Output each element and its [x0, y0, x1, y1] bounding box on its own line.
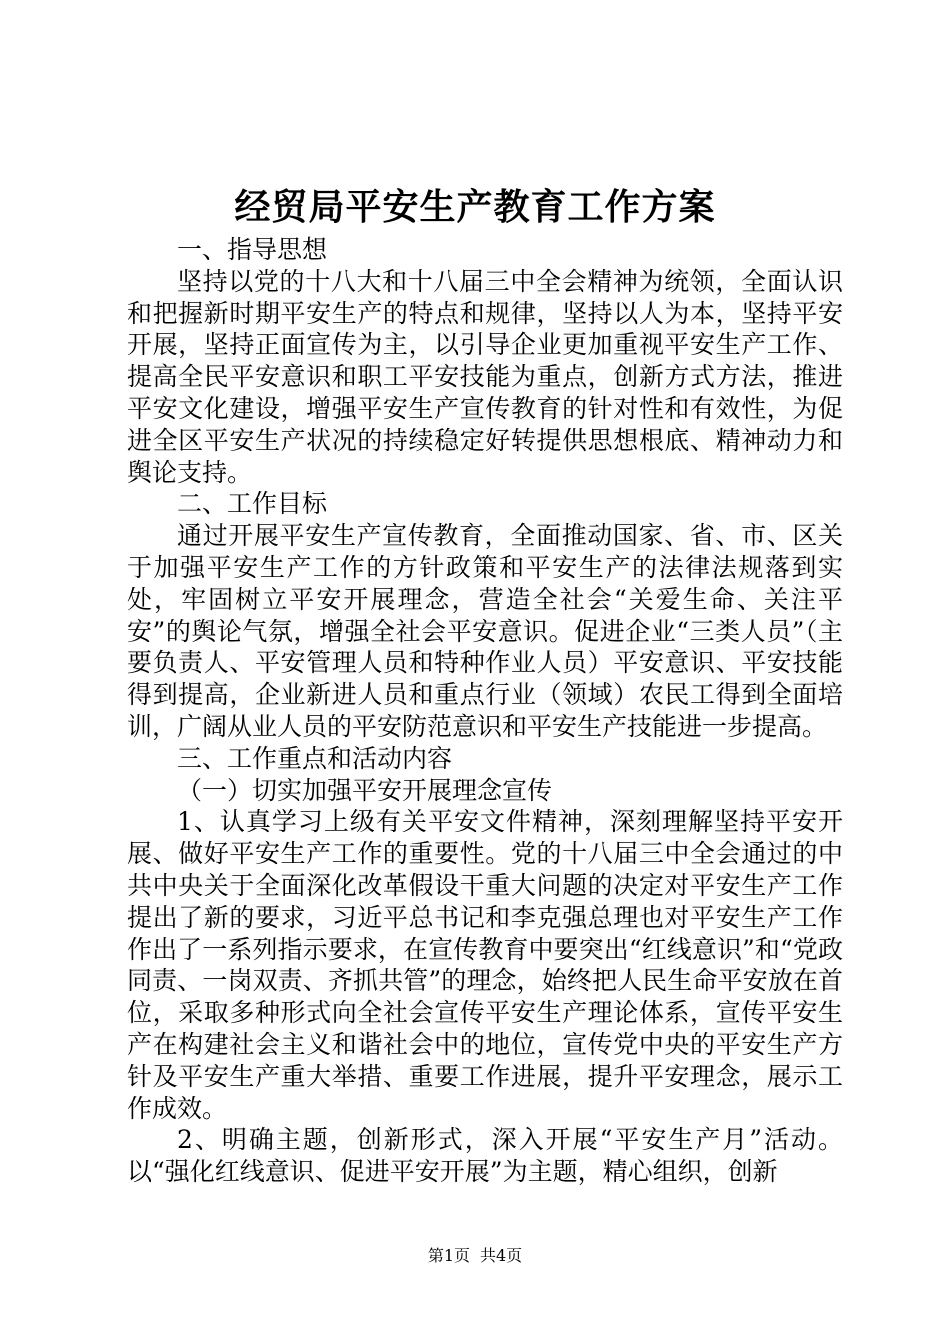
- document-body: [127, 234, 843, 1188]
- paragraph-work-goals: 通过开展平安生产宣传教育，全面推动国家、省、市、区关于加强平安生产工作的方针政策和平安生产的法律法规落到实处，牢固树立平安开展理念，营造全社会“关爱生命、关注平安”的舆论气氛，增强全社会平安意识。促进企业“三类人员”（主要负责人、平安管理人员和特种作业人员）平安意识、平安技能得到提高，企业新进人员和重点行业（领域）农民工得到全面培训，广阔从业人员的平安防范意识和平安生产技能进一步提高。: [127, 521, 843, 741]
- section-heading-key-work: 三、工作重点和活动内容: [177, 743, 453, 773]
- subsection-heading-concept-promotion: （一）切实加强平安开展理念宣传: [177, 775, 553, 805]
- section-heading-work-goals: 二、工作目标: [177, 489, 328, 519]
- total-pages: 共4页: [480, 1246, 523, 1265]
- section-heading-guiding-thought: 一、指导思想: [177, 235, 328, 264]
- paragraph-item-1: 1、认真学习上级有关平安文件精神，深刻理解坚持平安开展、做好平安生产工作的重要性。党的十八届三中全会通过的中共中央关于全面深化改革假设干重大问题的决定对平安生产工作提出了新的要求，习近平总书记和李克强总理也对平安生产工作作出了一系列指示要求，在宣传教育中要突出“红线意识”和“党政同责、一岗双责、齐抓共管”的理念，始终把人民生命平安放在首位，采取多种形式向全社会宣传平安生产理论体系，宣传平安生产在构建社会主义和谐社会中的地位，宣传党中央的平安生产方针及平安生产重大举措、重要工作进展，提升平安理念，展示工作成效。: [127, 807, 843, 1123]
- page-footer: [0, 1244, 950, 1268]
- document-title: 经贸局平安生产教育工作方案: [234, 186, 716, 228]
- paragraph-item-2: 2、明确主题，创新形式，深入开展“平安生产月”活动。以“强化红线意识、促进平安开展”为主题，精心组织，创新: [127, 1125, 843, 1187]
- page-number: 第1页: [427, 1246, 470, 1265]
- paragraph-guiding-thought: 坚持以党的十八大和十八届三中全会精神为统领，全面认识和把握新时期平安生产的特点和规律，坚持以人为本，坚持平安开展，坚持正面宣传为主，以引导企业更加重视平安生产工作、提高全民平安意识和职工平安技能为重点，创新方式方法，推进平安文化建设，增强平安生产宣传教育的针对性和有效性，为促进全区平安生产状况的持续稳定好转提供思想根底、精神动力和舆论支持。: [127, 266, 843, 487]
